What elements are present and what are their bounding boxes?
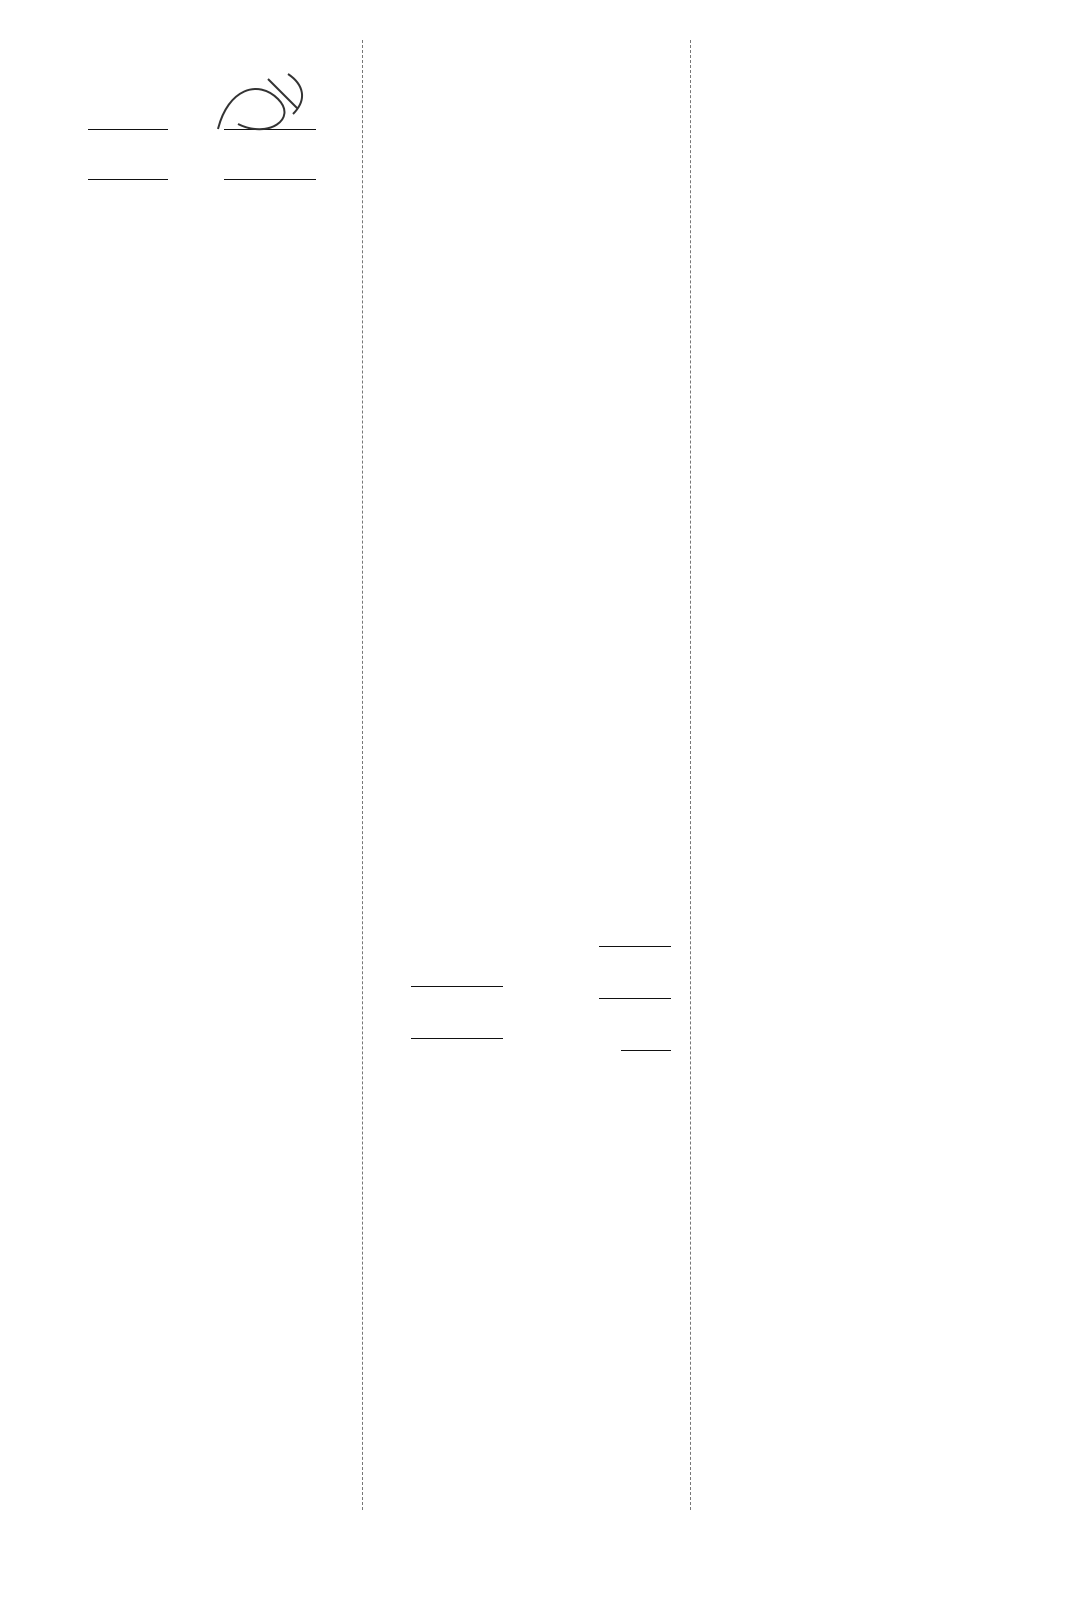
section-title-monday: [712, 188, 1032, 225]
column-divider-left: [362, 40, 363, 1510]
think-title: [383, 1265, 683, 1302]
think-line: [383, 1302, 683, 1339]
answer-row: [383, 743, 683, 780]
think-lines: [58, 238, 348, 386]
answer-row: [383, 1228, 683, 1265]
vert-rule: [621, 1050, 671, 1051]
vert-rule: [599, 998, 671, 999]
think-line: [383, 1376, 683, 1413]
answer-row: [58, 719, 348, 756]
think-title: [58, 867, 348, 904]
answer-row: [58, 830, 348, 867]
section-title-midterm: [383, 1413, 683, 1450]
answer-row: [383, 336, 683, 373]
think-line: [383, 262, 683, 299]
answer-column-2: [383, 40, 683, 1450]
division-bar: [599, 946, 671, 947]
vert-rule: [88, 129, 168, 130]
answer-row: [58, 1422, 348, 1459]
vert-rule: [224, 179, 316, 180]
answer-row: [383, 521, 683, 558]
answer-row: [383, 77, 683, 114]
think-line: [58, 238, 348, 275]
answer-row: [58, 497, 348, 534]
vertical-multiplication-1: [58, 77, 348, 201]
think-line: [58, 941, 348, 978]
time-answers: [383, 40, 683, 114]
vert-rule: [88, 179, 168, 180]
answer-row: [58, 682, 348, 719]
watermark-logo: [899, 1510, 1069, 1590]
section-title-thursday: [58, 386, 348, 423]
answer-row: [383, 410, 683, 447]
answer-row: [58, 608, 348, 645]
think-lines: [58, 904, 348, 1052]
answer-row: [383, 669, 683, 706]
think-line: [712, 262, 1032, 299]
answer-row: [58, 1274, 348, 1311]
think-line: [58, 312, 348, 349]
answer-row: [712, 77, 1032, 114]
answer-row: [383, 780, 683, 817]
answer-row: [383, 817, 683, 854]
answer-row: [383, 595, 683, 632]
answer-row: [58, 645, 348, 682]
think-line: [383, 225, 683, 262]
compare-answers: [383, 1080, 683, 1154]
answer-row: [58, 1385, 348, 1422]
answer-row: [58, 534, 348, 571]
vert-rule: [411, 986, 503, 987]
answer-row: [383, 1117, 683, 1154]
think-line: [383, 1339, 683, 1376]
answer-row: [58, 1163, 348, 1200]
answer-row: [383, 1191, 683, 1228]
think-title: [712, 225, 1032, 262]
think-line: [383, 151, 683, 188]
think-line: [58, 904, 348, 941]
think-lines: [383, 151, 683, 299]
answer-row: [383, 1154, 683, 1191]
q4-vertical-work: [383, 928, 683, 1080]
think-line: [58, 1015, 348, 1052]
answer-row: [58, 1089, 348, 1126]
think-title: [383, 114, 683, 151]
thursday-answers: [58, 423, 348, 867]
think-lines: [383, 1302, 683, 1413]
answer-row: [58, 423, 348, 460]
answer-row: [383, 1080, 683, 1117]
q6-answers: [383, 1154, 683, 1265]
section-title-friday: [58, 1052, 348, 1089]
answer-row: [383, 447, 683, 484]
answer-row: [383, 484, 683, 521]
vert-rule: [411, 1038, 503, 1039]
think-line: [383, 188, 683, 225]
answer-row: [58, 1311, 348, 1348]
section-title-tuesday: [712, 336, 1032, 373]
answer-row: [58, 571, 348, 608]
think-line: [712, 299, 1032, 336]
answer-column-1: [58, 40, 348, 1459]
answer-row: [383, 706, 683, 743]
handwriting-scribble: [208, 69, 328, 149]
q4-header: [383, 891, 683, 928]
think-line: [58, 978, 348, 1015]
answer-column-3: [712, 40, 1032, 373]
think-line: [58, 349, 348, 386]
think-line: [58, 275, 348, 312]
answer-row: [58, 1126, 348, 1163]
answer-row: [58, 460, 348, 497]
answer-row: [712, 114, 1032, 151]
friday-answers: [58, 1089, 348, 1422]
answer-row: [58, 1348, 348, 1385]
answer-row: [383, 558, 683, 595]
answer-row: [712, 40, 1032, 77]
weekend-answers: [383, 336, 683, 891]
answer-row: [58, 1200, 348, 1237]
answer-row: [58, 793, 348, 830]
answer-row: [383, 854, 683, 891]
answer-row: [58, 756, 348, 793]
answer-row: [58, 1237, 348, 1274]
answer-row: [383, 40, 683, 77]
answer-row: [383, 632, 683, 669]
think-title: [58, 201, 348, 238]
section-title-week8: [712, 151, 1032, 188]
column-divider-right: [690, 40, 691, 1510]
section-title-weekend: [383, 299, 683, 336]
answer-row: [383, 373, 683, 410]
